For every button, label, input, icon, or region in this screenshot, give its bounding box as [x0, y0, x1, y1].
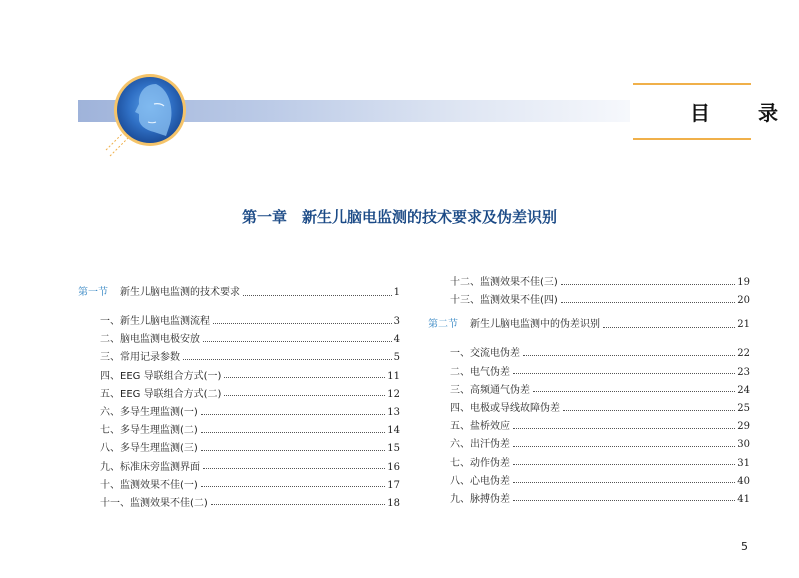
toc-section-2[interactable]	[428, 315, 750, 335]
entry-label: 九、标准床旁监测界面	[100, 461, 200, 473]
toc-entry[interactable]	[78, 330, 400, 348]
leader-dots	[243, 295, 392, 296]
toc-entry[interactable]	[428, 291, 750, 309]
toc-entry[interactable]	[428, 363, 750, 381]
toc-entry[interactable]	[428, 417, 750, 435]
toc-entry[interactable]	[78, 439, 400, 457]
entry-label: 九、脉搏伪差	[450, 493, 510, 505]
page-ref: 13	[387, 406, 400, 418]
toc-entry[interactable]	[428, 344, 750, 362]
accent-line-top	[633, 83, 751, 85]
toc-section-1[interactable]	[78, 283, 400, 303]
leader-dots	[213, 323, 392, 324]
leader-dots	[513, 428, 735, 429]
page-ref: 5	[393, 352, 400, 364]
section-number: 第二节	[428, 319, 458, 331]
leader-dots	[513, 482, 735, 483]
entry-label: 一、交流电伪差	[450, 348, 520, 360]
leader-dots	[513, 446, 735, 447]
entry-label: 四、电极或导线故障伪差	[450, 402, 560, 414]
page-ref: 21	[737, 319, 750, 331]
entry-label: 十二、监测效果不佳(三)	[450, 277, 558, 288]
page-ref: 22	[737, 348, 750, 360]
entry-label: 七、多导生理监测(二)	[100, 425, 198, 437]
toc-entry[interactable]	[428, 435, 750, 453]
section-title: 新生儿脑电监测的技术要求	[120, 287, 240, 298]
toc-title: 目 录	[690, 101, 792, 125]
leader-dots	[211, 504, 385, 505]
section-number: 第一节	[78, 287, 108, 298]
leader-dots	[201, 450, 385, 451]
toc-entry[interactable]	[78, 367, 400, 385]
toc-entry[interactable]	[78, 476, 400, 494]
entry-label: 三、常用记录参数	[100, 352, 180, 364]
page-number: 5	[741, 540, 748, 553]
leader-dots	[513, 464, 735, 465]
page-ref: 30	[737, 439, 750, 451]
face-emblem-icon	[104, 70, 192, 162]
page-ref: 24	[737, 384, 750, 396]
entry-label: 七、动作伪差	[450, 457, 510, 469]
entry-label: 二、电气伪差	[450, 366, 510, 378]
page-ref: 29	[737, 421, 750, 433]
chapter-title: 第一章 新生儿脑电监测的技术要求及伪差识别	[241, 208, 557, 226]
toc-entry[interactable]	[78, 458, 400, 476]
page-ref: 40	[737, 475, 750, 487]
accent-line-bottom	[633, 138, 751, 140]
toc-entry[interactable]	[428, 381, 750, 399]
entry-label: 八、心电伪差	[450, 475, 510, 487]
page-ref: 3	[393, 316, 400, 327]
page-ref: 15	[387, 443, 400, 455]
leader-dots	[563, 410, 735, 411]
entry-label: 二、脑电监测电极安放	[100, 334, 200, 346]
leader-dots	[513, 373, 735, 374]
toc-entry[interactable]	[78, 421, 400, 439]
page-ref: 17	[387, 479, 400, 491]
leader-dots	[203, 468, 385, 469]
entry-label: 六、出汗伪差	[450, 439, 510, 451]
page-ref: 1	[393, 287, 400, 298]
entry-label: 十一、监测效果不佳(二)	[100, 497, 208, 509]
page-ref: 12	[387, 388, 400, 400]
leader-dots	[203, 341, 392, 342]
toc-entry[interactable]	[78, 403, 400, 421]
toc-left-column	[78, 283, 400, 512]
entry-label: 五、EEG 导联组合方式(二)	[100, 388, 222, 400]
leader-dots	[201, 486, 385, 487]
toc-entry[interactable]	[428, 454, 750, 472]
page-ref: 18	[387, 497, 400, 509]
toc-entry[interactable]	[428, 399, 750, 417]
toc-entry[interactable]	[78, 312, 400, 330]
page-ref: 23	[737, 366, 750, 378]
entry-label: 三、高频通气伪差	[450, 384, 530, 396]
entry-label: 六、多导生理监测(一)	[100, 406, 198, 418]
leader-dots	[183, 359, 392, 360]
entry-label: 一、新生儿脑电监测流程	[100, 316, 210, 327]
page-ref: 31	[737, 457, 750, 469]
leader-dots	[224, 377, 385, 378]
page-ref: 4	[393, 334, 400, 346]
entry-label: 八、多导生理监测(三)	[100, 443, 198, 455]
leader-dots	[561, 284, 735, 285]
section-title: 新生儿脑电监测中的伪差识别	[470, 319, 600, 331]
entry-label: 五、盐桥效应	[450, 421, 510, 433]
page-ref: 20	[737, 295, 750, 307]
leader-dots	[561, 302, 735, 303]
toc-entry[interactable]	[78, 348, 400, 366]
leader-dots	[513, 500, 735, 501]
entry-label: 四、EEG 导联组合方式(一)	[100, 370, 222, 382]
leader-dots	[224, 395, 385, 396]
toc-right-column	[428, 273, 750, 508]
page-ref: 25	[737, 402, 750, 414]
leader-dots	[603, 327, 735, 328]
page-ref: 19	[737, 277, 750, 288]
toc-entry[interactable]	[428, 472, 750, 490]
entry-label: 十、监测效果不佳(一)	[100, 479, 198, 491]
page-ref: 16	[387, 461, 400, 473]
entry-label: 十三、监测效果不佳(四)	[450, 295, 558, 307]
page-ref: 11	[387, 370, 400, 382]
toc-entry[interactable]	[78, 385, 400, 403]
page-ref: 41	[737, 493, 750, 505]
leader-dots	[201, 432, 385, 433]
leader-dots	[523, 355, 735, 356]
toc-entry[interactable]	[428, 273, 750, 291]
leader-dots	[201, 414, 385, 415]
toc-entry[interactable]	[428, 490, 750, 508]
leader-dots	[533, 391, 735, 392]
toc-entry[interactable]	[78, 494, 400, 512]
page-ref: 14	[387, 425, 400, 437]
